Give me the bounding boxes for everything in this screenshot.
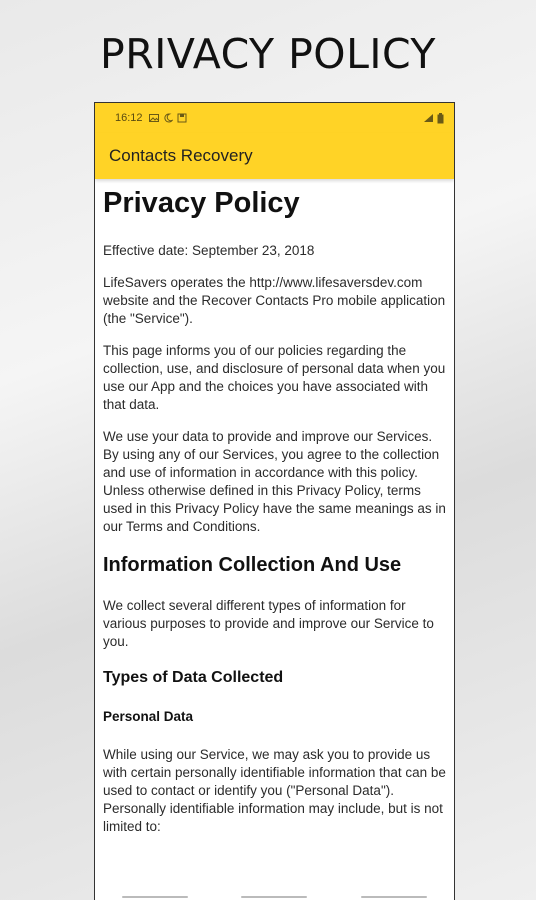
status-bar: [95, 103, 454, 133]
image-icon: [149, 113, 159, 123]
personal-data-paragraph: While using our Service, we may ask you to provide us with certain personally identifiable information that can be used to contact or identify you ("Personal Data"). Personally identifiable information may include, but is not limited to:: [103, 747, 446, 834]
phone-frame: [94, 102, 455, 900]
nav-home-button[interactable]: [241, 896, 307, 898]
personal-data-heading: Personal Data: [103, 709, 194, 724]
app-bar-title: Contacts Recovery: [109, 146, 253, 165]
types-heading: Types of Data Collected: [103, 669, 284, 686]
collect-paragraph: We collect several different types of information for various purposes to provide and improve our Service to you.: [103, 598, 434, 649]
effective-date: Effective date: September 23, 2018: [103, 243, 315, 258]
nav-bar: [95, 894, 454, 900]
promo-title: PRIVACY POLICY: [100, 30, 436, 78]
section-heading-information: Information Collection And Use: [103, 554, 402, 576]
moon-icon: [163, 113, 173, 123]
informs-paragraph: This page informs you of our policies regarding the collection, use, and disclosure of personal data when you use our App and the choices you have associated with that data.: [103, 343, 446, 412]
nav-recents-button[interactable]: [122, 896, 188, 898]
intro-paragraph: LifeSavers operates the http://www.lifesaversdev.com website and the Recover Contacts Pro mobile application (the "Service").: [103, 275, 446, 326]
app-bar: [95, 133, 454, 179]
page-title: Privacy Policy: [103, 187, 300, 219]
status-time: 16:12: [115, 112, 143, 124]
use-data-paragraph: We use your data to provide and improve our Services. By using any of our Services, you agree to the collection and use of information in accordance with this policy. Unless otherwise defined in this Privacy Policy, terms used in this Privacy Policy have the same meanings as in our Terms and Conditions.: [103, 429, 446, 534]
save-icon: [177, 113, 187, 123]
nav-back-button[interactable]: [361, 896, 427, 898]
signal-icon: [423, 113, 434, 123]
policy-content[interactable]: [95, 179, 454, 836]
battery-icon: [437, 113, 444, 124]
